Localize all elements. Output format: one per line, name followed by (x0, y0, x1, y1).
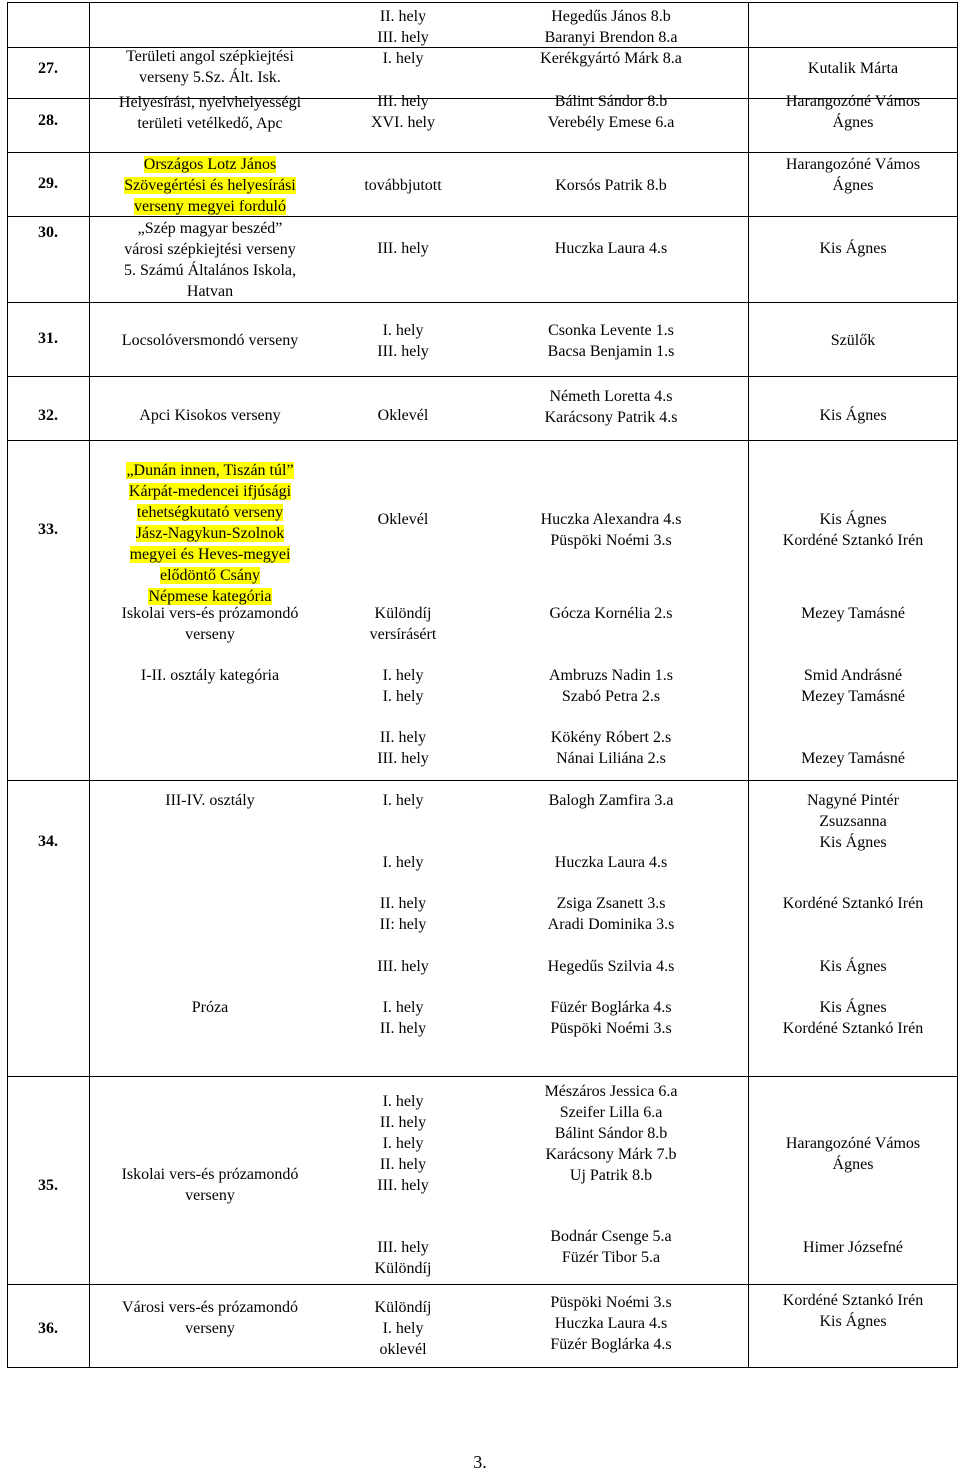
competition-name-line: verseny (185, 1187, 235, 1204)
student-names-line: Verebély Emese 6.a (547, 114, 675, 131)
placement-line: III. hely (377, 750, 429, 767)
competition-name-line: Jász-Nagykun-Szolnok (135, 525, 285, 542)
student-names-line: Karácsony Patrik 4.s (544, 409, 678, 426)
student-names-line: Szabó Petra 2.s (561, 688, 661, 705)
competition-name-line: Hatvan (186, 283, 234, 300)
competition-name-line: Országos Lotz János (143, 156, 277, 173)
competition-name-line: Kárpát-medencei ifjúsági (128, 483, 292, 500)
student-names-line: Csonka Levente 1.s (548, 322, 674, 339)
student-names-line: Hegedűs János 8.b (551, 8, 671, 25)
teacher-names (653, 58, 960, 79)
teacher-names-line: Kis Ágnes (819, 999, 887, 1016)
student-names-line: Korsós Patrik 8.b (555, 177, 667, 194)
placement-line: I. hely (382, 1320, 424, 1337)
row-number: 36. (38, 1320, 58, 1337)
teacher-names-line: Zsuzsanna (819, 813, 887, 830)
competition-name-line: I-II. osztály kategória (140, 667, 280, 684)
student-names-line: Uj Patrik 8.b (569, 1167, 653, 1184)
student-names-line: Kökény Róbert 2.s (550, 729, 672, 746)
competition-name (10, 218, 410, 302)
competition-name-line: megyei és Heves-megyei (129, 546, 291, 563)
teacher-names (653, 997, 960, 1039)
teacher-names-line: Ágnes (832, 1156, 874, 1173)
row-number: 33. (38, 521, 58, 538)
row-number: 35. (38, 1177, 58, 1194)
competition-name-line: verseny (185, 1320, 235, 1337)
placement-line: I. hely (382, 322, 424, 339)
student-names-line: Püspöki Noémi 3.s (550, 1020, 672, 1037)
row-divider (7, 376, 958, 377)
row-number: 27. (38, 60, 58, 77)
page-number: 3. (473, 1452, 487, 1472)
student-names-line: Füzér Boglárka 4.s (550, 1336, 672, 1353)
student-names-line: Füzér Tibor 5.a (561, 1249, 661, 1266)
placement-line: III. hely (377, 958, 429, 975)
placement-line: III. hely (377, 1177, 429, 1194)
placement-line: III. hely (377, 1239, 429, 1256)
student-names-line: Püspöki Noémi 3.s (550, 1294, 672, 1311)
teacher-names-line: Ágnes (832, 177, 874, 194)
placement-line: I. hely (382, 50, 424, 67)
competition-name-line: 5. Számú Általános Iskola, (124, 262, 296, 279)
teacher-names-line: Kordéné Sztankó Irén (782, 1292, 924, 1309)
competition-name-line: verseny megyei forduló (134, 198, 286, 215)
student-names-line: Bodnár Csenge 5.a (550, 1228, 672, 1245)
placement-line: XVI. hely (371, 114, 435, 131)
placement-line: III. hely (377, 93, 429, 110)
placement-line: II. hely (379, 8, 427, 25)
student-names-line: Zsiga Zsanett 3.s (556, 895, 666, 912)
placement-line: II. hely (379, 1156, 427, 1173)
student-names-line: Németh Loretta 4.s (549, 388, 673, 405)
placement-line: Különdíj (374, 605, 432, 622)
placement-line: I. hely (382, 999, 424, 1016)
teacher-names (653, 1290, 960, 1332)
teacher-names-line: Himer Józsefné (803, 1239, 903, 1256)
placement-line: II: hely (379, 916, 427, 933)
competition-name-line: területi vetélkedő, Apc (137, 115, 283, 132)
row-divider (7, 302, 958, 303)
teacher-names (653, 956, 960, 977)
teacher-names-line: Mezey Tamásné (801, 688, 905, 705)
student-names-line: Püspöki Noémi 3.s (550, 532, 672, 549)
row-number: 30. (38, 224, 58, 241)
competition-name-line: verseny (185, 626, 235, 643)
competition-name-line: Népmese kategória (148, 588, 272, 605)
placement-line: III. hely (377, 240, 429, 257)
placement-line: II. hely (379, 1020, 427, 1037)
competition-name (10, 460, 410, 607)
teacher-names-line: Kordéné Sztankó Irén (782, 532, 924, 549)
row-number: 32. (38, 407, 58, 424)
placement-line: Különdíj (374, 1299, 432, 1316)
placement-line: I. hely (382, 667, 424, 684)
placement-line: I. hely (382, 688, 424, 705)
student-names-line: Mészáros Jessica 6.a (544, 1083, 678, 1100)
teacher-names (653, 509, 960, 551)
competition-name-line: elődöntő Csány (160, 567, 260, 584)
placement-line: Oklevél (377, 511, 429, 528)
teacher-names (653, 893, 960, 914)
competition-name-line: Iskolai vers-és prózamondó (121, 605, 299, 622)
row-divider (7, 1284, 958, 1285)
row-divider (7, 780, 958, 781)
row-divider (7, 440, 958, 441)
teacher-names-line: Harangozóné Vámos (785, 1135, 921, 1152)
teacher-names-line: Kis Ágnes (819, 511, 887, 528)
teacher-names (653, 1133, 960, 1175)
teacher-names-line: Smid Andrásné (803, 667, 903, 684)
teacher-names (653, 665, 960, 707)
competition-name-line: városi szépkiejtési verseny (124, 241, 296, 258)
teacher-names-line: Kordéné Sztankó Irén (782, 895, 924, 912)
student-names-line: Kerékgyártó Márk 8.a (540, 50, 682, 67)
row-number: 29. (38, 175, 58, 192)
teacher-names-line: Harangozóné Vámos (785, 156, 921, 173)
teacher-names-line: Kis Ágnes (819, 834, 887, 851)
student-names-line: Bálint Sándor 8.b (554, 1125, 668, 1142)
student-names-line: Huczka Laura 4.s (554, 854, 668, 871)
student-names-line: Baranyi Brendon 8.a (544, 29, 678, 46)
teacher-names (653, 748, 960, 769)
student-names-line: Füzér Boglárka 4.s (550, 999, 672, 1016)
row-number: 34. (38, 833, 58, 850)
placement-line: Különdíj (374, 1260, 432, 1277)
teacher-names (653, 405, 960, 426)
teacher-names-line: Mezey Tamásné (801, 750, 905, 767)
placement-line: III. hely (377, 29, 429, 46)
teacher-names (653, 91, 960, 133)
student-names-line: Aradi Dominika 3.s (547, 916, 675, 933)
student-names-line: Hegedűs Szilvia 4.s (547, 958, 675, 975)
placement-line: I. hely (382, 1093, 424, 1110)
teacher-names-line: Kis Ágnes (819, 958, 887, 975)
student-names-line: Gócza Kornélia 2.s (549, 605, 673, 622)
placement-line: versírásért (369, 626, 437, 643)
row-divider (7, 1076, 958, 1077)
student-names-line: Huczka Laura 4.s (554, 240, 668, 257)
teacher-names-line: Ágnes (832, 114, 874, 131)
competition-name-line: Locsolóversmondó verseny (121, 332, 299, 349)
student-names-line: Huczka Laura 4.s (554, 1315, 668, 1332)
competition-name-line: Területi angol szépkiejtési (126, 48, 294, 65)
teacher-names-line: Kordéné Sztankó Irén (782, 1020, 924, 1037)
placement-line: II. hely (379, 1114, 427, 1131)
student-names-line: Karácsony Márk 7.b (545, 1146, 677, 1163)
placement-line: II. hely (379, 729, 427, 746)
teacher-names-line: Szülők (830, 332, 876, 349)
student-names-line: Ambruzs Nadin 1.s (549, 667, 673, 684)
competition-name-line: Iskolai vers-és prózamondó (121, 1166, 299, 1183)
teacher-names (653, 603, 960, 624)
row-divider (7, 152, 958, 153)
student-names-line: Nánai Liliána 2.s (556, 750, 666, 767)
placement-line: továbbjutott (364, 177, 442, 194)
student-names-line: Huczka Alexandra 4.s (540, 511, 682, 528)
row-number: 28. (38, 112, 58, 129)
student-names-line: Balogh Zamfira 3.a (548, 792, 674, 809)
teacher-names (653, 154, 960, 196)
competition-name-line: tehetségkutató verseny (136, 504, 284, 521)
teacher-names-line: Kutalik Márta (807, 60, 899, 77)
competition-name-line: III-IV. osztály (165, 792, 255, 809)
placement-line: I. hely (382, 792, 424, 809)
teacher-names-line: Nagyné Pintér (807, 792, 899, 809)
teacher-names-line: Kis Ágnes (819, 240, 887, 257)
competition-name-line: Apci Kisokos verseny (139, 407, 281, 424)
competition-name-line: „Szép magyar beszéd” (137, 220, 283, 237)
teacher-names-line: Kis Ágnes (819, 407, 887, 424)
teacher-names-line: Kis Ágnes (819, 1313, 887, 1330)
competition-name-line: „Dunán innen, Tiszán túl” (126, 462, 294, 479)
competition-name-line: Próza (191, 999, 229, 1016)
placement-line: III. hely (377, 343, 429, 360)
teacher-names-line: Harangozóné Vámos (785, 93, 921, 110)
teacher-names (653, 238, 960, 259)
competition-name-line: Szövegértési és helyesírási (124, 177, 296, 194)
row-number: 31. (38, 330, 58, 347)
teacher-names (653, 790, 960, 853)
competition-name-line: Helyesírási, nyelvhelyességi (118, 94, 302, 111)
teacher-names (653, 1237, 960, 1258)
placement-line: I. hely (382, 854, 424, 871)
student-names-line: Bacsa Benjamin 1.s (547, 343, 675, 360)
competition-name-line: verseny 5.Sz. Ált. Isk. (139, 69, 281, 86)
placement-line: II. hely (379, 895, 427, 912)
student-names-line: Szeifer Lilla 6.a (559, 1104, 663, 1121)
student-names-line: Bálint Sándor 8.b (554, 93, 668, 110)
student-names (411, 852, 811, 873)
competition-name-line: Városi vers-és prózamondó (122, 1299, 298, 1316)
placement-line: I. hely (382, 1135, 424, 1152)
teacher-names-line: Mezey Tamásné (801, 605, 905, 622)
teacher-names (653, 330, 960, 351)
placement-line: oklevél (379, 1341, 427, 1358)
placement-line: Oklevél (377, 407, 429, 424)
